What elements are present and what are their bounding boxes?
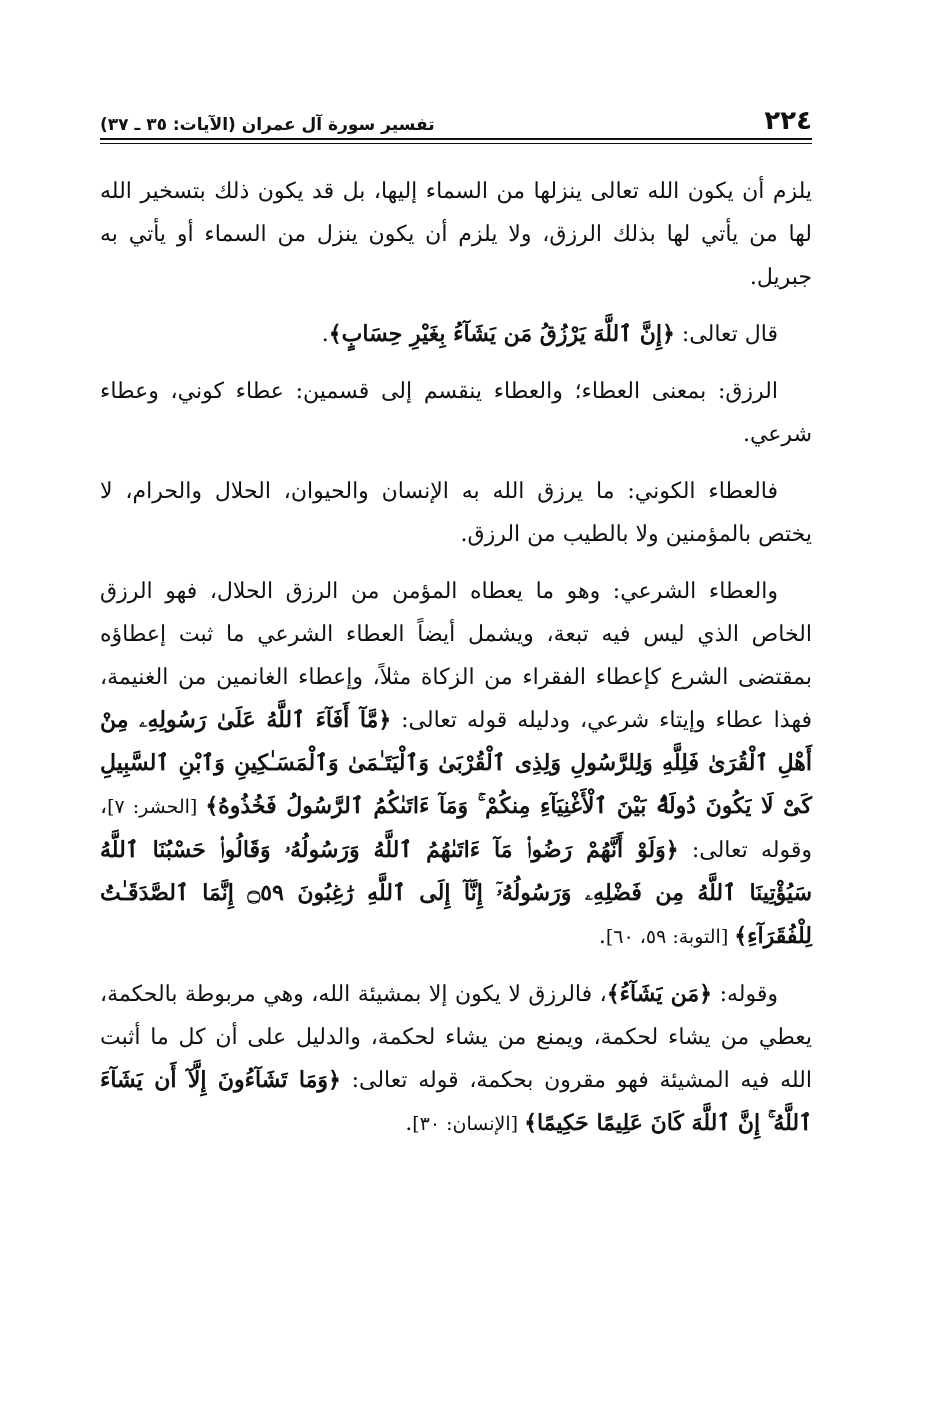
paragraph-text: . xyxy=(598,924,606,949)
paragraph-text: . xyxy=(321,322,329,347)
quran-verse: ﴿وَلَوْ أَنَّهُمْ رَضُوا۟ مَآ ءَاتَىٰهُمُ ٱللَّهُ وَرَسُولُهُۥ وَقَالُوا۟ حَسْبُنَا ٱللَّهُ سَيُؤْتِينَا ٱللَّهُ مِن فَضْلِهِۦ وَرَسُولُهُۥٓ إِنَّآ إِلَى ٱللَّهِ رَٰغِبُونَ ۝٥٩ إِنَّمَا ٱلصَّدَقَـٰتُ لِلْفُقَرَآءِ﴾ xyxy=(100,837,813,949)
paragraph-sharii-giving xyxy=(100,570,812,959)
paragraph-text: وقوله: xyxy=(712,982,778,1007)
paragraph-text: الرزق: بمعنى العطاء؛ والعطاء ينقسم إلى قسمين: عطاء كوني، وعطاء شرعي. xyxy=(100,379,812,447)
quran-verse: ﴿إِنَّ ٱللَّهَ يَرْزُقُ مَن يَشَآءُ بِغَيْرِ حِسَابٍ﴾ xyxy=(328,321,675,347)
paragraph-text: ، وقوله تعالى: xyxy=(100,794,812,863)
paragraph-verse-intro xyxy=(100,313,812,356)
paragraph-text: قال تعالى: xyxy=(674,322,778,347)
quran-verse: ﴿مَّآ أَفَآءَ ٱللَّهُ عَلَىٰ رَسُولِهِۦ مِنْ أَهْلِ ٱلْقُرَىٰ فَلِلَّهِ وَلِلرَّسُولِ وَلِذِى ٱلْقُرْبَىٰ وَٱلْيَتَـٰمَىٰ وَٱلْمَسَـٰكِينِ وَٱبْنِ ٱلسَّبِيلِ كَىْ لَا يَكُونَ دُولَةًۢ بَيْنَ ٱلْأَغْنِيَآءِ مِنكُمْ ۚ وَمَآ ءَاتَىٰكُمُ ٱلرَّسُولُ فَخُذُوهُ﴾ xyxy=(100,707,812,819)
paragraph-mashiah xyxy=(100,973,812,1146)
verse-reference: [التوبة: ٥٩، ٦٠] xyxy=(605,926,735,948)
running-title: تفسير سورة آل عمران (الآيات: ٣٥ ـ ٣٧) xyxy=(100,115,435,135)
verse-reference: [الإنسان: ٣٠] xyxy=(412,1113,525,1135)
quran-verse: ﴿مَن يَشَآءُ﴾ xyxy=(606,981,713,1007)
verse-reference: [الحشر: ٧] xyxy=(107,796,206,818)
book-page xyxy=(100,90,812,1160)
paragraph-kawni-giving xyxy=(100,470,812,556)
quran-verse: ﴿وَمَا تَشَآءُونَ إِلَّآ أَن يَشَآءَ ٱللَّهُ ۚ إِنَّ ٱللَّهَ كَانَ عَلِيمًا حَكِيمًا﴾ xyxy=(100,1067,812,1136)
paragraph-text: يلزم أن يكون الله تعالى ينزلها من السماء إليها، بل قد يكون ذلك بتسخير الله لها من يأتي لها بذلك الرزق، ولا يلزم أن يكون ينزل من السماء أو يأتي به جبريل. xyxy=(100,179,812,290)
paragraph-text: والعطاء الشرعي: وهو ما يعطاه المؤمن من الرزق الحلال، فهو الرزق الخاص الذي ليس فيه تبعة، ويشمل أيضاً العطاء الشرعي ما ثبت إعطاؤه بمقتضى الشرع كإعطاء الفقراء من الزكاة مثلاً، وإعطاء الغانمين من الغنيمة، فهذا عطاء وإيتاء شرعي، ودليله قوله تعالى: xyxy=(100,579,812,733)
running-header xyxy=(100,90,812,140)
page-number: ٢٢٤ xyxy=(764,106,812,136)
paragraph-text: ، فالرزق لا يكون إلا بمشيئة الله، وهي مربوطة بالحكمة، يعطي من يشاء لحكمة، ويمنع من يشاء لحكمة، والدليل على أن كل ما أثبت الله فيه المشيئة فهو مقرون بحكمة، قوله تعالى: xyxy=(100,982,812,1093)
paragraph-text: فالعطاء الكوني: ما يرزق الله به الإنسان والحيوان، الحلال والحرام، لا يختص بالمؤمنين ولا بالطيب من الرزق. xyxy=(100,479,812,547)
body-text xyxy=(100,170,812,1146)
paragraph-rizq-definition xyxy=(100,370,812,456)
paragraph-continuation xyxy=(100,170,812,299)
paragraph-text: . xyxy=(405,1111,413,1136)
